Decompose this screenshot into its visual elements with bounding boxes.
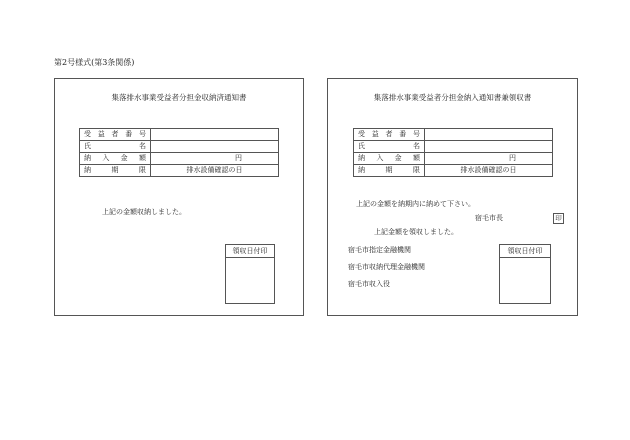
receipt-date-stamp-box	[499, 244, 551, 304]
value-amount: 円	[151, 153, 279, 165]
label-beneficiary-number: 受 益 者 番 号	[358, 130, 420, 138]
label-due-date: 納 期 限	[358, 166, 420, 174]
stamp-caption: 領収日付印	[226, 245, 274, 258]
row-due-date	[80, 165, 279, 177]
seal-mark: 印	[553, 213, 564, 224]
row-name	[80, 141, 279, 153]
label-amount: 納 入 金 額	[358, 154, 420, 162]
row-due-date	[354, 165, 553, 177]
row-amount	[80, 153, 279, 165]
receipt-date-stamp-box	[225, 244, 275, 304]
row-amount	[354, 153, 553, 165]
row-beneficiary-number	[80, 129, 279, 141]
row-name	[354, 141, 553, 153]
mayor-label: 宿毛市長	[475, 214, 503, 222]
value-amount: 円	[425, 153, 553, 165]
label-beneficiary-number: 受 益 者 番 号	[84, 130, 146, 138]
info-table	[79, 128, 279, 177]
value-beneficiary-number	[151, 129, 279, 141]
received-message: 上記の金額収納しました。	[102, 208, 186, 216]
payment-complete-notice	[54, 78, 304, 316]
agency-designated-bank: 宿毛市指定金融機関	[348, 246, 411, 254]
info-table	[353, 128, 553, 177]
payment-notice-text: 上記の金額を納期内に納めて下さい。	[356, 200, 475, 208]
stamp-caption: 領収日付印	[500, 245, 550, 258]
label-name: 氏 名	[84, 142, 146, 150]
form-label: 第2号様式(第3条関係)	[54, 58, 135, 67]
value-name	[425, 141, 553, 153]
value-name	[151, 141, 279, 153]
value-due-date: 排水設備確認の日	[425, 165, 553, 177]
agency-treasurer: 宿毛市収入役	[348, 280, 390, 288]
received-text: 上記金額を領収しました。	[374, 228, 458, 236]
value-beneficiary-number	[425, 129, 553, 141]
agency-collection-agent-bank: 宿毛市収納代理金融機関	[348, 263, 425, 271]
label-due-date: 納 期 限	[84, 166, 146, 174]
notice-title: 集落排水事業受益者分担金収納済通知書	[111, 93, 247, 102]
label-name: 氏 名	[358, 142, 420, 150]
row-beneficiary-number	[354, 129, 553, 141]
label-amount: 納 入 金 額	[84, 154, 146, 162]
payment-notice-receipt	[327, 78, 578, 316]
value-due-date: 排水設備確認の日	[151, 165, 279, 177]
notice-title: 集落排水事業受益者分担金納入通知書兼領収書	[373, 93, 532, 102]
